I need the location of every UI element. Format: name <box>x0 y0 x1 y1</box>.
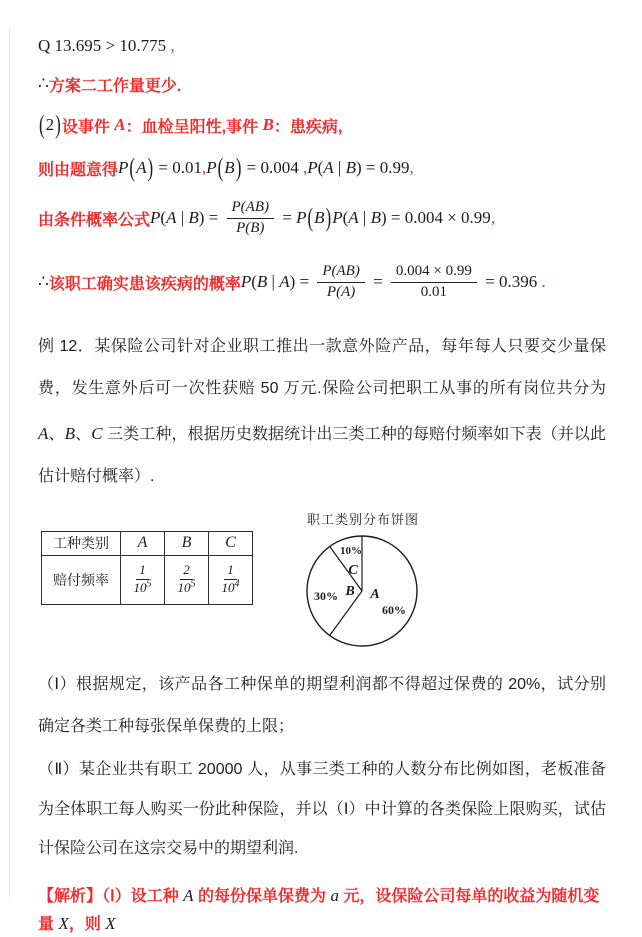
text-segment: | <box>267 272 280 291</box>
table-header-row <box>42 531 253 555</box>
text-segment: A <box>183 885 194 905</box>
text-segment: ，则 <box>68 915 106 933</box>
text-segment: P <box>240 272 252 291</box>
text-segment: , <box>409 158 414 177</box>
text-segment: = <box>368 272 387 291</box>
text-segment: ( <box>160 208 167 227</box>
text-segment: 、 <box>48 425 65 443</box>
table-rate-c <box>209 555 253 604</box>
text-segment: | <box>333 158 346 177</box>
text-segment: = 0.01 <box>154 158 202 177</box>
paragraph-analysis <box>38 882 606 937</box>
line-given-probabilities <box>38 152 606 182</box>
text-segment: ( <box>39 109 45 139</box>
text-segment: = 0.396 <box>480 272 538 291</box>
fraction: $\frac{1}{10^4}$ <box>221 562 240 596</box>
text-segment: ) = 0.004 × 0.99 <box>380 208 491 227</box>
pie-label-b: B <box>345 583 355 599</box>
text-segment: ( <box>217 152 224 182</box>
text-segment: A <box>323 158 334 177</box>
text-segment: = 0.99 <box>361 158 410 177</box>
text-segment: ( <box>317 158 324 177</box>
text-segment: ) <box>355 158 362 177</box>
text-segment: P <box>118 158 129 177</box>
pie-chart <box>301 528 425 652</box>
table-rate-a <box>121 555 165 604</box>
text-segment: P <box>332 208 343 227</box>
text-segment: ：患疾病, <box>273 118 343 136</box>
paragraph-question-1 <box>38 664 606 749</box>
pie-label-a-percent: 60% <box>382 602 406 617</box>
text-segment: X <box>58 913 69 933</box>
fraction: $\frac{0.004 \times 0.99}{0.01}$ <box>391 262 477 302</box>
text-segment: B <box>314 208 325 227</box>
text-segment: ) <box>147 152 154 182</box>
text-segment: A <box>279 272 290 291</box>
table-rate-b <box>165 555 209 604</box>
text-segment: ) <box>235 152 242 182</box>
table-header-c: C <box>209 531 253 555</box>
table-header-b: B <box>165 531 209 555</box>
fraction: $\frac{1}{10^5}$ <box>133 562 152 596</box>
text-segment: C <box>91 423 103 443</box>
text-segment: P <box>206 158 217 177</box>
fraction: $\frac{P(AB)}{P(A)}$ <box>317 262 364 302</box>
text-segment: ( <box>251 272 257 291</box>
text-segment: A <box>114 115 126 134</box>
line-define-events <box>38 108 606 142</box>
text-segment: P <box>307 158 318 177</box>
text-segment: 2 <box>45 115 55 134</box>
text-segment: 例 12．某保险公司针对企业职工推出一款意外险产品，每年每人只要交少量保费，发生意外后可一次性获赔 50 万元.保险公司把职工从事的所有岗位共分为 <box>38 338 606 398</box>
text-segment: A <box>38 423 49 443</box>
text-segment: ) = <box>198 208 223 227</box>
text-segment: B <box>262 115 274 134</box>
text-segment: = 0.004 <box>242 158 303 177</box>
text-segment: | <box>358 208 371 227</box>
pie-chart-block <box>301 503 425 652</box>
text-segment: P <box>150 208 161 227</box>
text-segment: P <box>296 208 307 227</box>
text-segment: ( <box>342 208 349 227</box>
fraction: $\frac{2}{10^5}$ <box>177 562 196 596</box>
text-segment: 三类工种，根据历史数据统计出三类工种的每赔付频率如下表（并以此估计赔付概率）. <box>38 425 606 486</box>
table-rate-row <box>42 555 253 604</box>
text-segment: , <box>490 208 496 227</box>
text-segment: , <box>166 36 175 55</box>
line-disease-probability-result <box>38 254 606 310</box>
figure-row <box>38 503 606 652</box>
text-segment: （Ⅱ）某企业共有职工 20000 人，从事三类工种的人数分布比例如图，老板准备为全体职工每人购买一份此种保险，并以（Ⅰ）中计算的各类保险上限购买，试估计保险公司在这宗交易中的期望利润. <box>38 761 606 857</box>
paragraph-question-2 <box>38 750 606 868</box>
text-segment: B <box>64 423 75 443</box>
pie-label-b-percent: 30% <box>314 588 338 603</box>
text-segment: 该职工确实患该疾病的概率 <box>48 275 241 293</box>
text-segment: . <box>537 272 546 291</box>
pie-label-a: A <box>370 586 380 602</box>
text-segment: A <box>166 208 177 227</box>
text-segment: ) = <box>289 272 314 291</box>
text-segment: B <box>370 208 381 227</box>
line-because-comparison <box>38 34 606 58</box>
text-segment: ( <box>307 202 314 232</box>
text-segment: B <box>256 272 268 291</box>
text-segment: ( <box>129 152 136 182</box>
line-conditional-probability-formula <box>38 190 606 246</box>
pie-label-c: C <box>348 562 358 578</box>
table-header-job-type: 工种类别 <box>42 531 121 555</box>
text-segment: Q 13.695 > 10.775 <box>38 36 167 55</box>
text-segment: a <box>330 885 339 905</box>
text-segment: B <box>345 158 356 177</box>
text-segment: 元，设保险公司每单的收益为随机变量 <box>38 887 600 933</box>
text-segment: A <box>348 208 359 227</box>
text-segment: A <box>136 158 147 177</box>
fraction: $\frac{P(AB)}{P(B)}$ <box>227 198 274 238</box>
text-segment: , <box>302 158 308 177</box>
text-segment: | <box>176 208 189 227</box>
text-segment: 则由题意得 <box>38 161 119 179</box>
text-segment: ：血检呈阳性,事件 <box>125 118 263 136</box>
text-segment: ) <box>325 202 332 232</box>
pie-label-c-percent: 10% <box>340 544 362 557</box>
text-segment: , <box>201 158 207 177</box>
payout-frequency-table <box>41 531 253 605</box>
paragraph-example-12 <box>38 326 606 499</box>
table-header-a: A <box>121 531 165 555</box>
text-segment: 【解析】（Ⅰ）设工种 <box>38 887 184 905</box>
text-segment: ∴ <box>38 272 49 291</box>
text-segment: 由条件概率公式 <box>38 211 151 229</box>
text-segment: B <box>188 208 199 227</box>
text-segment: （Ⅰ）根据规定，该产品各工种保单的期望利润都不得超过保费的 20%，试分别确定各类工种每张保单保费的上限； <box>38 675 606 735</box>
text-segment: B <box>224 158 235 177</box>
text-segment: = <box>278 208 297 227</box>
text-segment: 方案二工作量更少. <box>48 77 182 95</box>
line-conclusion-plan2 <box>38 72 606 96</box>
text-segment: ) <box>55 109 61 139</box>
table-label-payout-frequency: 赔付频率 <box>42 555 121 604</box>
text-segment: ∴ <box>38 74 49 93</box>
text-segment: 、 <box>74 425 92 443</box>
pie-chart-title: 职工类别分布饼图 <box>306 511 419 527</box>
text-segment: 的每份保单保费为 <box>193 887 331 905</box>
text-segment: X <box>105 913 116 933</box>
text-segment: 设事件 <box>61 118 115 136</box>
